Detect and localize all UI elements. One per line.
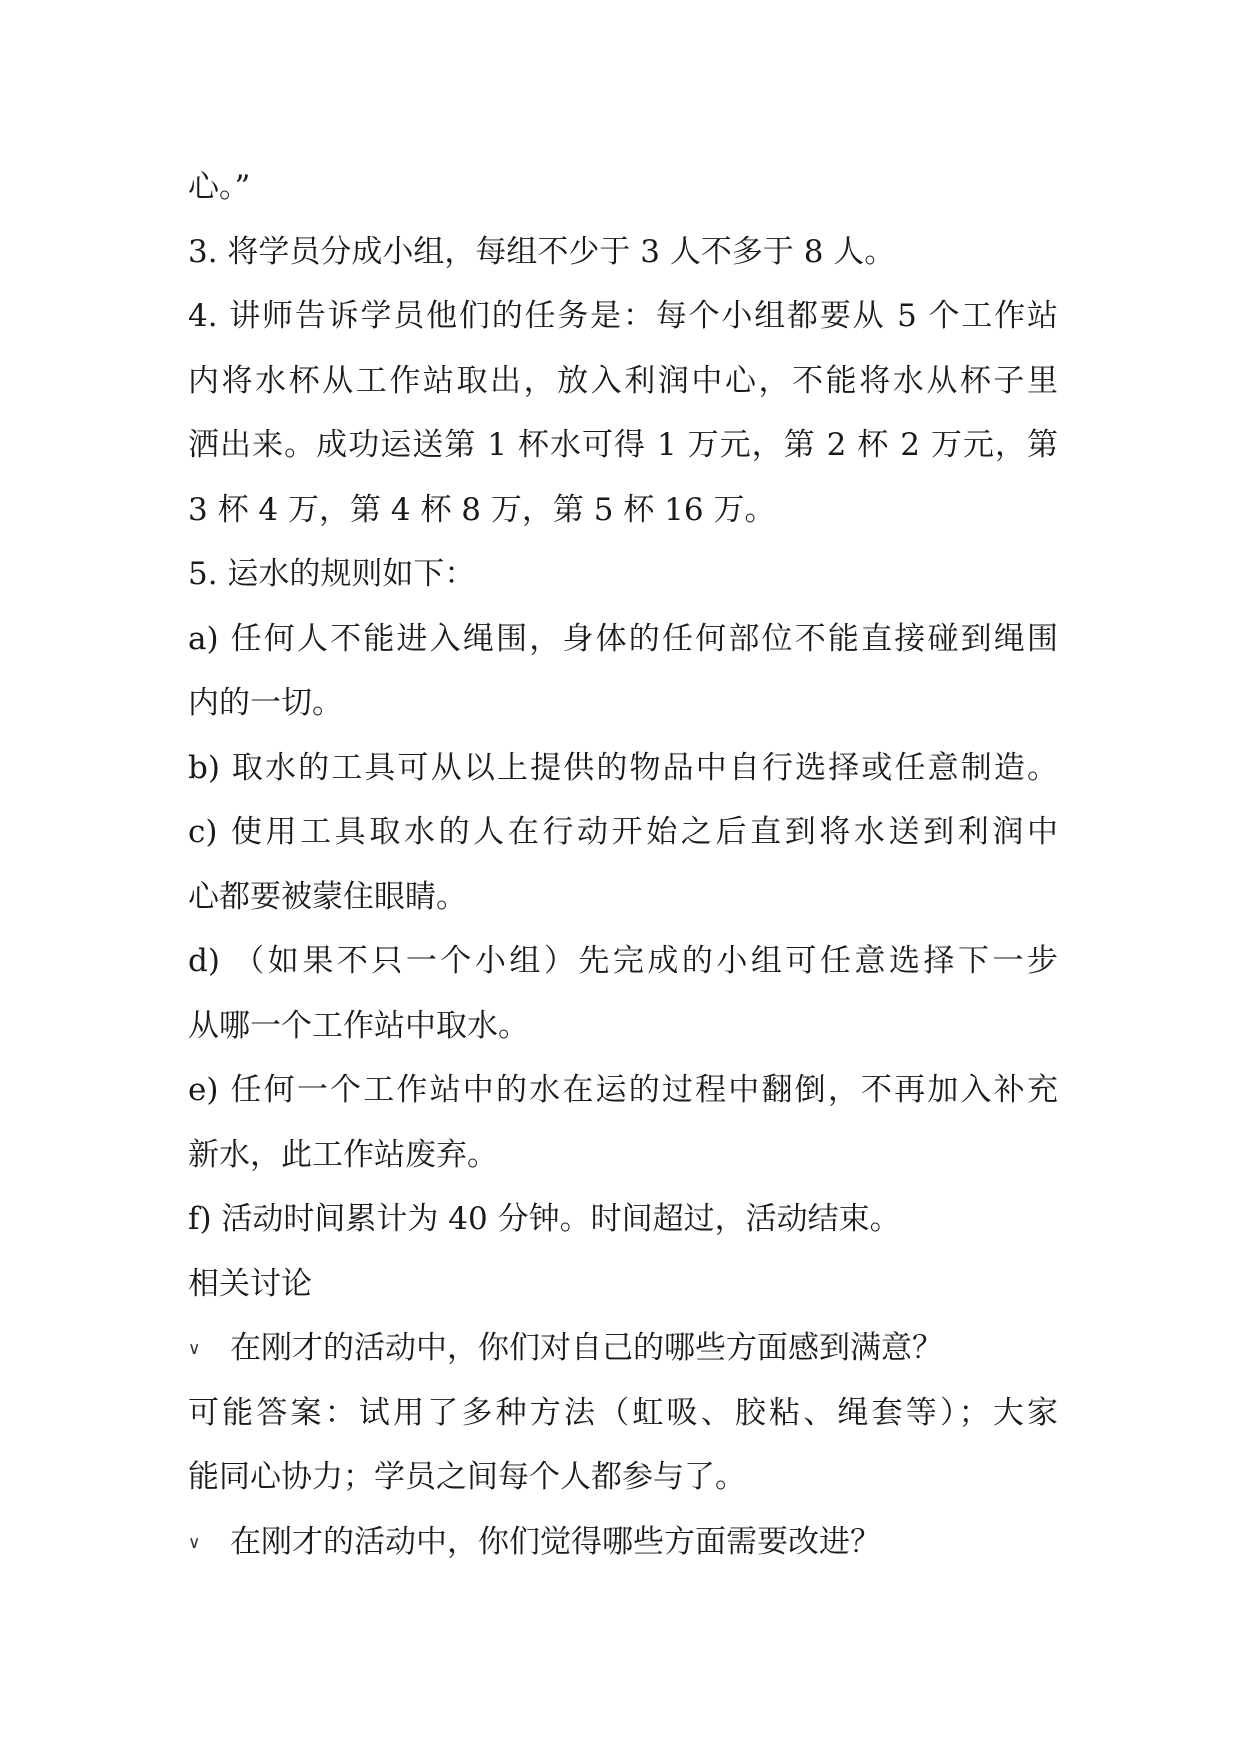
- document-page: [188, 155, 1058, 1574]
- text-line: 心都要被蒙住眼睛。: [188, 878, 467, 915]
- check-bullet-icon: ∨: [188, 1339, 201, 1360]
- text-line: 内将水杯从工作站取出，放入利润中心，不能将水从杯子里: [188, 362, 1058, 399]
- text-line: 洒出来。成功运送第 1 杯水可得 1 万元，第 2 杯 2 万元，第: [188, 427, 1058, 463]
- text-line: 5. 运水的规则如下：: [188, 556, 476, 592]
- text-line: 4. 讲师告诉学员他们的任务是：每个小组都要从 5 个工作站: [188, 298, 1058, 334]
- section-heading: 相关讨论: [188, 1265, 312, 1302]
- text-line: 3. 将学员分成小组，每组不少于 3 人不多于 8 人。: [188, 233, 896, 270]
- text-line: a) 任何人不能进入绳围，身体的任何部位不能直接碰到绳围: [188, 620, 1058, 657]
- text-line: d) （如果不只一个小组）先完成的小组可任意选择下一步: [188, 943, 1058, 979]
- text-line: b) 取水的工具可从以上提供的物品中自行选择或任意制造。: [188, 749, 1058, 786]
- question-item: [188, 1316, 1058, 1381]
- text-line: 内的一切。: [188, 685, 343, 721]
- question-item: [188, 1510, 1058, 1575]
- question-text: 在刚才的活动中，你们对自己的哪些方面感到满意？: [230, 1330, 943, 1366]
- text-line: 新水，此工作站废弃。: [188, 1136, 498, 1173]
- answer-line: 可能答案：试用了多种方法（虹吸、胶粘、绳套等）；大家: [188, 1394, 1058, 1431]
- text-line: e) 任何一个工作站中的水在运的过程中翻倒，不再加入补充: [188, 1072, 1058, 1108]
- answer-line: 能同心协力；学员之间每个人都参与了。: [188, 1459, 746, 1495]
- text-line: 心。”: [188, 169, 251, 205]
- text-line: 3 杯 4 万，第 4 杯 8 万，第 5 杯 16 万。: [188, 491, 776, 528]
- check-bullet-icon: ∨: [188, 1532, 201, 1553]
- question-text: 在刚才的活动中，你们觉得哪些方面需要改进？: [230, 1523, 881, 1560]
- text-line: f) 活动时间累计为 40 分钟。时间超过，活动结束。: [188, 1201, 901, 1237]
- text-line: 从哪一个工作站中取水。: [188, 1007, 529, 1044]
- text-line: c) 使用工具取水的人在行动开始之后直到将水送到利润中: [188, 814, 1058, 850]
